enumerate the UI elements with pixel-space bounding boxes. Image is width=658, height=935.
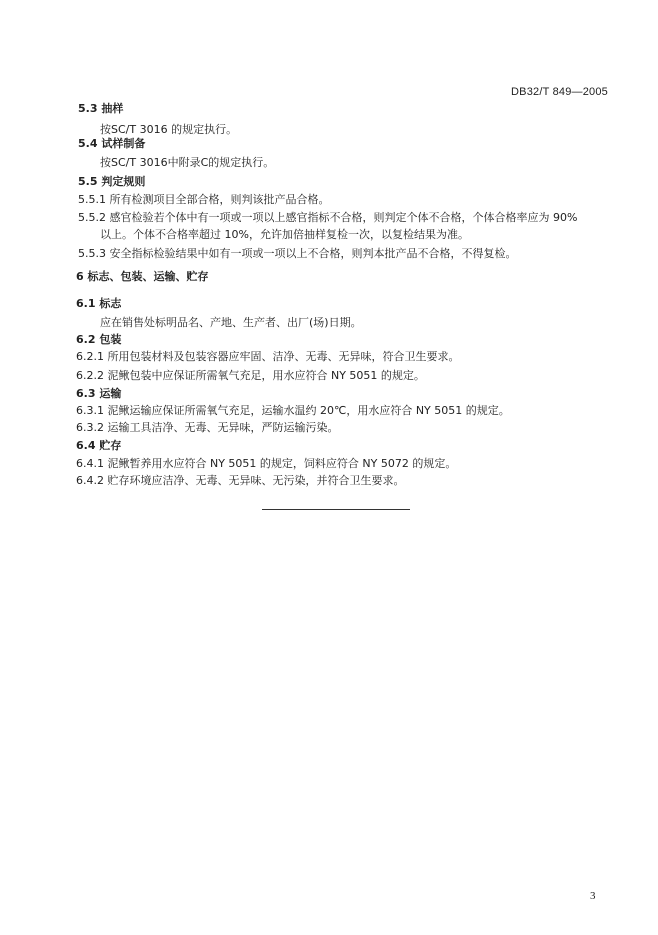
- section-6-1-body: 应在销售处标明品名、产地、生产者、出厂(场)日期。: [100, 316, 362, 329]
- section-5-3-heading: 5.3 抽样: [78, 102, 124, 115]
- section-6-3-heading: 6.3 运输: [76, 387, 122, 400]
- clause-5-5-1: 5.5.1 所有检测项目全部合格，则判该批产品合格。: [78, 193, 330, 206]
- end-of-text-rule: [262, 509, 410, 510]
- clause-5-5-3: 5.5.3 安全指标检验结果中如有一项或一项以上不合格，则判本批产品不合格，不得复检。: [78, 247, 517, 260]
- section-5-5-heading: 5.5 判定规则: [78, 175, 146, 188]
- clause-5-5-2-line-2: 以上。个体不合格率超过 10%，允许加倍抽样复检一次，以复检结果为准。: [100, 228, 469, 241]
- section-6-heading: 6 标志、包装、运输、贮存: [76, 270, 209, 283]
- standard-number: DB32/T 849—2005: [511, 86, 608, 98]
- clause-6-4-2: 6.4.2 贮存环境应洁净、无毒、无异味、无污染，并符合卫生要求。: [76, 474, 405, 487]
- clause-6-4-1: 6.4.1 泥鳅暂养用水应符合 NY 5051 的规定，饲料应符合 NY 5072 的规定。: [76, 457, 457, 470]
- section-5-4-body: 按SC/T 3016中附录C的规定执行。: [100, 156, 275, 169]
- clause-6-3-1: 6.3.1 泥鳅运输应保证所需氧气充足，运输水温约 20℃，用水应符合 NY 5051 的规定。: [76, 404, 510, 417]
- page-number: 3: [590, 890, 596, 902]
- section-5-3-body: 按SC/T 3016 的规定执行。: [100, 123, 238, 136]
- section-6-2-heading: 6.2 包装: [76, 333, 122, 346]
- clause-6-2-1: 6.2.1 所用包装材料及包装容器应牢固、洁净、无毒、无异味，符合卫生要求。: [76, 350, 460, 363]
- section-5-4-heading: 5.4 试样制备: [78, 137, 146, 150]
- clause-6-2-2: 6.2.2 泥鳅包装中应保证所需氧气充足，用水应符合 NY 5051 的规定。: [76, 369, 425, 382]
- clause-6-3-2: 6.3.2 运输工具洁净、无毒、无异味，严防运输污染。: [76, 421, 339, 434]
- section-6-1-heading: 6.1 标志: [76, 297, 122, 310]
- section-6-4-heading: 6.4 贮存: [76, 439, 122, 452]
- clause-5-5-2-line-1: 5.5.2 感官检验若个体中有一项或一项以上感官指标不合格，则判定个体不合格，个体合格率应为 90%: [78, 211, 578, 224]
